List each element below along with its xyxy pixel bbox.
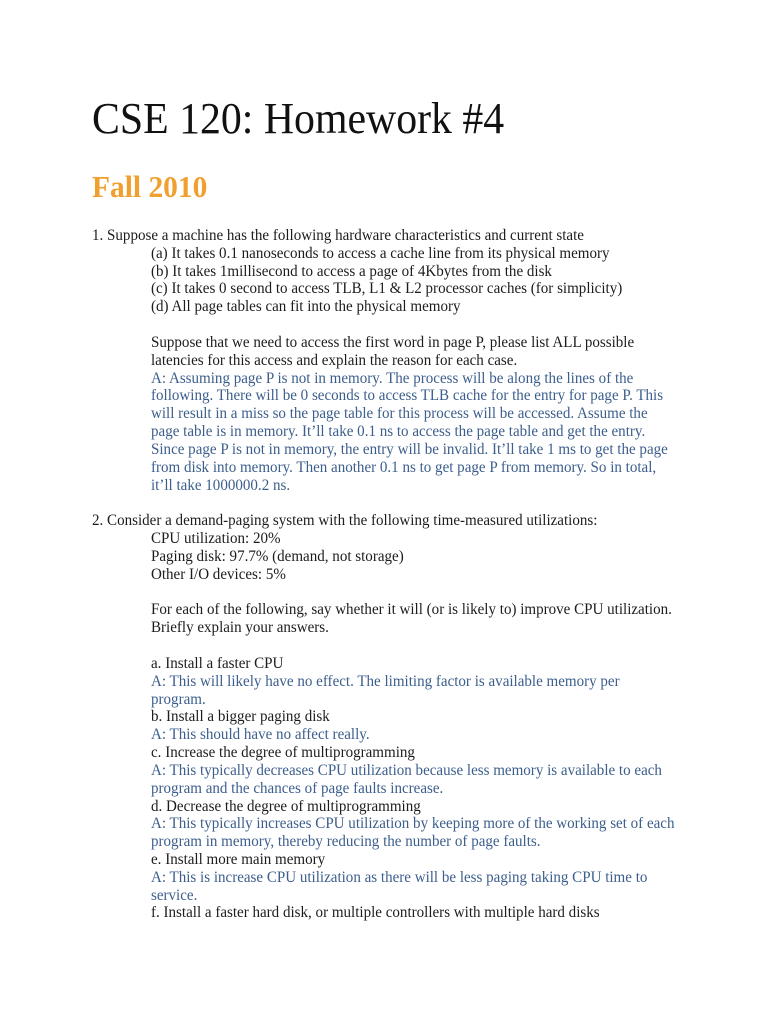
part-b-answer-line: A: This should have no affect really.	[151, 726, 370, 744]
part-d-label: d. Decrease the degree of multiprogramming	[151, 797, 421, 815]
part-a-answer-line: A: This will likely have no effect. The limiting factor is available memory per	[151, 672, 620, 690]
document-term: Fall 2010	[92, 169, 208, 204]
line-spacer	[0, 584, 768, 602]
question-1-answer-line: it’ll take 1000000.2 ns.	[151, 476, 291, 494]
question-2	[0, 512, 768, 922]
part-d-answer-line: program in memory, thereby reducing the number of page faults.	[151, 833, 541, 851]
part-a-answer-line: program.	[151, 690, 206, 708]
question-1-answer-line: Since page P is not in memory, the entry will be invalid. It’ll take 1 ms to get the page	[151, 440, 668, 458]
line-spacer	[0, 316, 768, 334]
utilization-paging-disk: Paging disk: 97.7% (demand, not storage)	[151, 547, 404, 565]
question-2-task-line: For each of the following, say whether it will (or is likely to) improve CPU utilization.	[151, 601, 672, 619]
part-d-answer-line: A: This typically increases CPU utilization by keeping more of the working set of each	[151, 815, 675, 833]
question-1-task-line: latencies for this access and explain the reason for each case.	[151, 351, 518, 369]
part-b-label: b. Install a bigger paging disk	[151, 708, 330, 726]
utilization-other-io: Other I/O devices: 5%	[151, 565, 286, 583]
line-spacer	[0, 637, 768, 655]
condition-a: (a) It takes 0.1 nanoseconds to access a cache line from its physical memory	[151, 244, 610, 262]
condition-b: (b) It takes 1millisecond to access a page of 4Kbytes from the disk	[151, 262, 552, 280]
document-title: CSE 120: Homework #4	[92, 94, 505, 143]
part-c-answer-line: program and the chances of page faults increase.	[151, 779, 444, 797]
question-1-answer-line: A: Assuming page P is not in memory. The process will be along the lines of the	[151, 369, 634, 387]
question-1-answer-line: following. There will be 0 seconds to access TLB cache for the entry for page P. This	[151, 387, 664, 405]
question-1-answer-line: will result in a miss so the page table for this process will be accessed. Assume the	[151, 405, 648, 423]
question-1-prompt: 1. Suppose a machine has the following hardware characteristics and current state	[92, 227, 584, 244]
utilization-cpu: CPU utilization: 20%	[151, 530, 281, 548]
part-c-answer-line: A: This typically decreases CPU utilization because less memory is available to each	[151, 761, 662, 779]
question-1-task-line: Suppose that we need to access the first word in page P, please list ALL possible	[151, 333, 635, 351]
part-e-answer-line: service.	[151, 886, 198, 904]
question-1-answer-line: from disk into memory. Then another 0.1 ns to get page P from memory. So in total,	[151, 458, 657, 476]
part-f-label: f. Install a faster hard disk, or multiple controllers with multiple hard disks	[151, 904, 600, 922]
condition-d: (d) All page tables can fit into the physical memory	[151, 298, 461, 316]
part-e-label: e. Install more main memory	[151, 850, 326, 868]
part-a-label: a. Install a faster CPU	[151, 654, 284, 672]
question-2-prompt: 2. Consider a demand-paging system with the following time-measured utilizations:	[92, 512, 598, 530]
document-body	[0, 227, 768, 922]
part-c-label: c. Increase the degree of multiprogramming	[151, 744, 415, 762]
question-2-task-line: Briefly explain your answers.	[151, 619, 329, 637]
question-1	[0, 227, 768, 494]
part-e-answer-line: A: This is increase CPU utilization as there will be less paging taking CPU time to	[151, 868, 648, 886]
line-spacer	[0, 494, 768, 512]
question-1-answer-line: page table is in memory. It’ll take 0.1 ns to access the page table and get the entry.	[151, 423, 646, 441]
condition-c: (c) It takes 0 second to access TLB, L1 & L2 processor caches (for simplicity)	[151, 280, 623, 298]
